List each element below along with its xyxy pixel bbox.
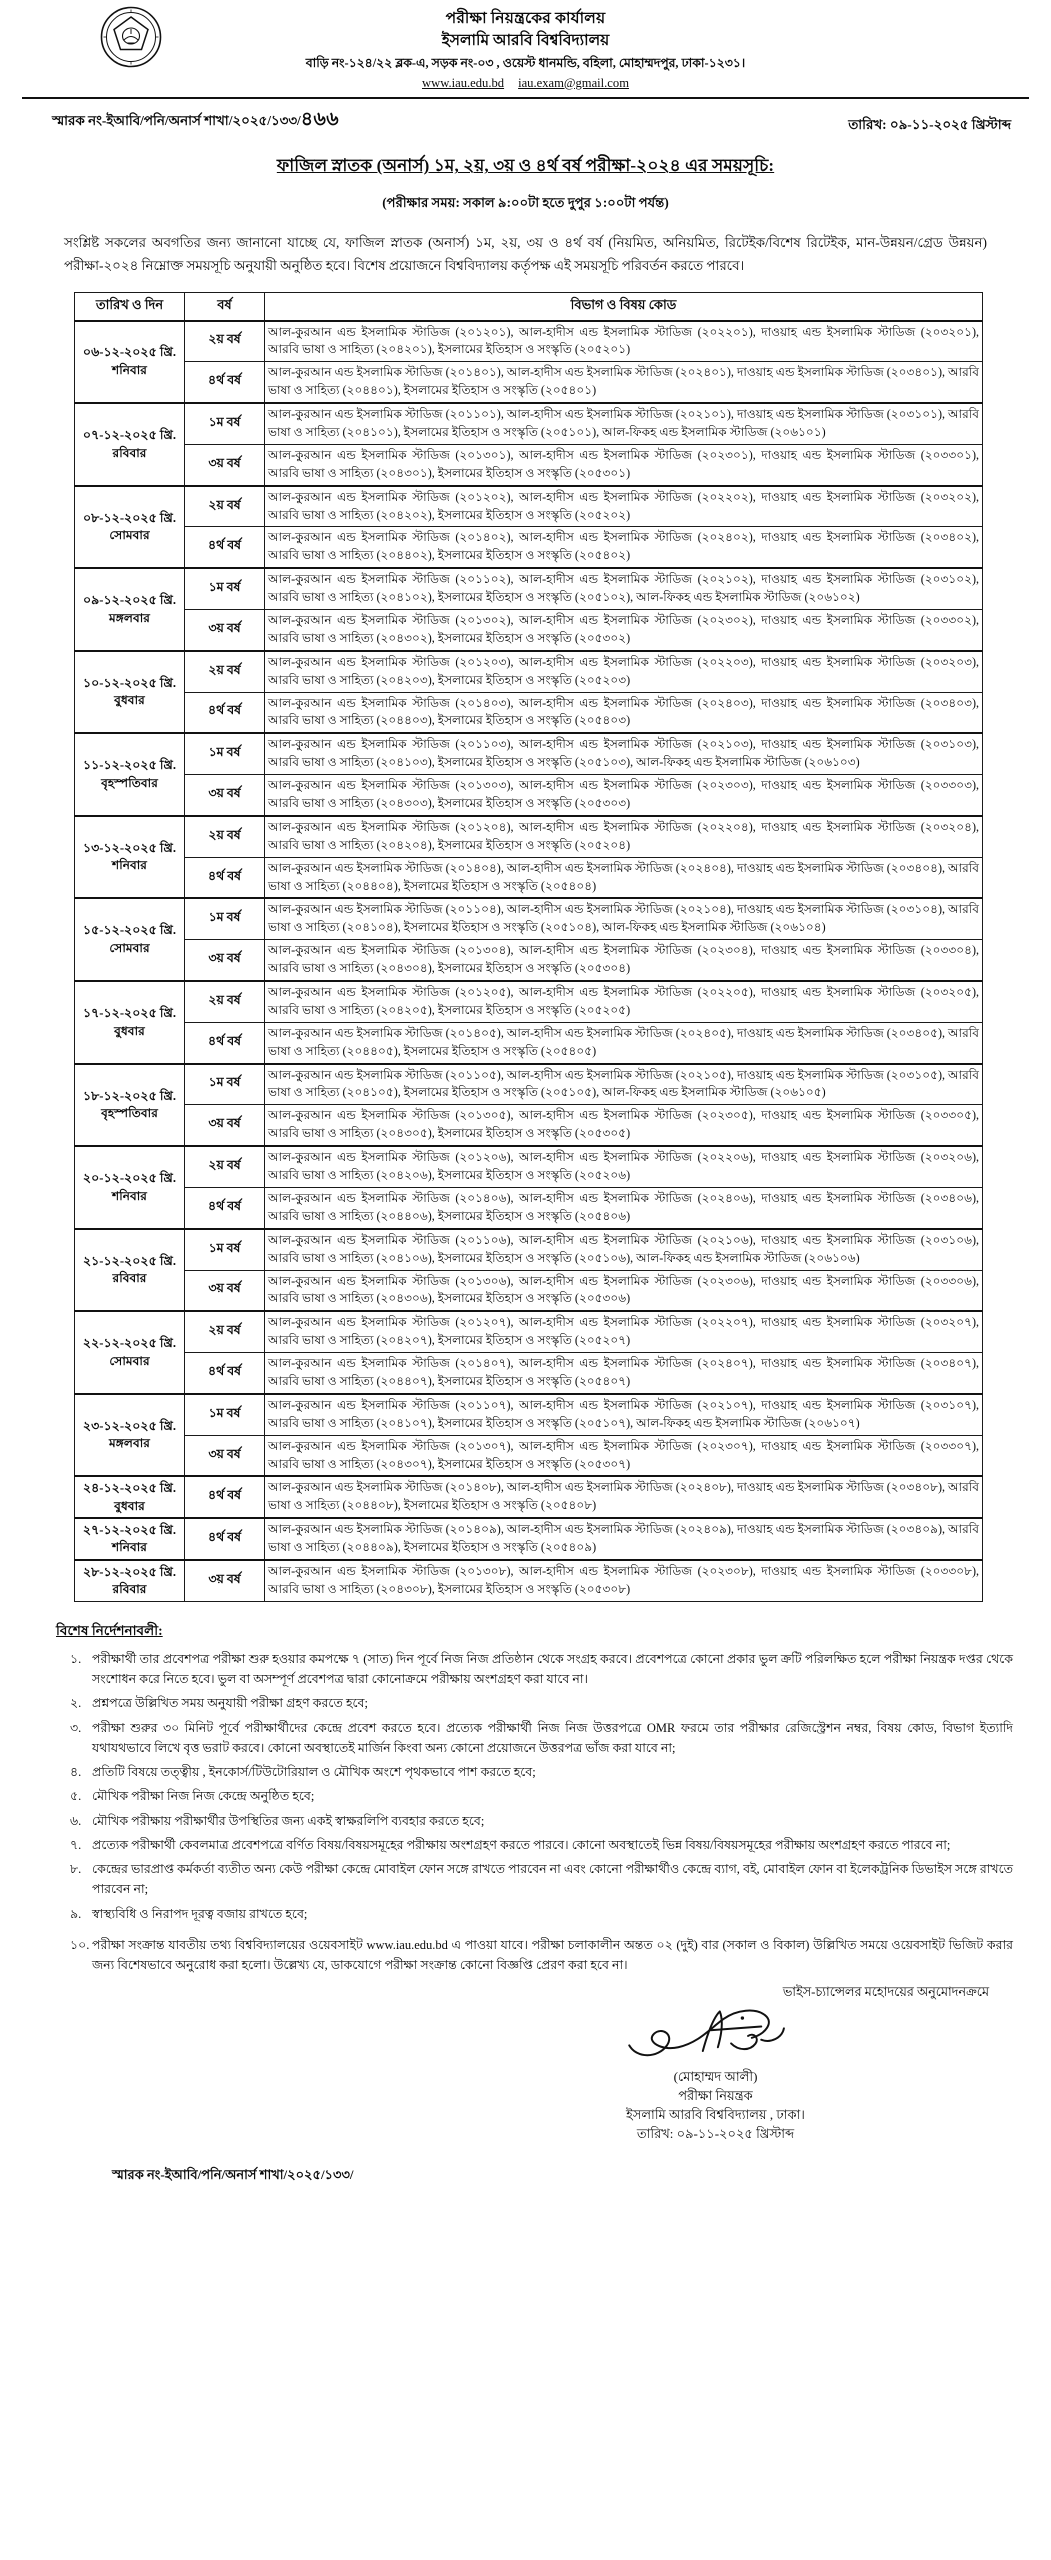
schedule-table [74, 292, 983, 1602]
instruction-item [56, 1762, 1027, 1782]
signatory-name: (মোহাম্মদ আলী) [673, 2069, 758, 2085]
instruction-number: ৯. [70, 1906, 82, 1921]
instruction-text: পরীক্ষার্থী তার প্রবেশপত্র পরীক্ষা শুরু হওয়ার কমপক্ষে ৭ (সাত) দিন পূর্বে নিজ নিজ প্রতিষ্ঠান থেকে সংগ্রহ করবে। প্রবেশপত্রে কোনো প্রকার ভুল ক্রটি পরিলক্ষিত হলে পরীক্ষা নিয়ন্ত্রক দপ্তর থেকে সংশোধন করে নিতে হবে। ভুল বা অসম্পূর্ণ প্রবেশপত্র দ্বারা কোনোক্রমে পরীক্ষায় অংশগ্রহণ করা যাবে না। [92, 1651, 1013, 1686]
exam-date-cell [75, 733, 185, 816]
exam-subjects-cell: আল-কুরআন এন্ড ইসলামিক স্টাডিজ (২০১৪০৯), আল-হাদীস এন্ড ইসলামিক স্টাডিজ (২০২৪০৯), দাওয়াহ এন্ড ইসলামিক স্টাডিজ (২০৩৪০৯), আরবি ভাষা ও সাহিত্য (২০৪৪০৯), ইসলামের ইতিহাস ও সংস্কৃতি (২০৫৪০৯) [265, 1518, 983, 1560]
exam-date: ২২-১২-২০২৫ খ্রি. [82, 1336, 177, 1351]
website-link[interactable]: www.iau.edu.bd [422, 75, 505, 90]
exam-date: ১৫-১২-২০২৫ খ্রি. [82, 923, 177, 938]
table-row [75, 1476, 983, 1518]
instruction-text: মৌখিক পরীক্ষা নিজ নিজ কেন্দ্রে অনুষ্ঠিত হবে; [92, 1789, 315, 1804]
table-row [75, 1146, 983, 1187]
exam-subjects-cell: আল-কুরআন এন্ড ইসলামিক স্টাডিজ (২০১১০১), আল-হাদীস এন্ড ইসলামিক স্টাডিজ (২০২১০১), দাওয়াহ এন্ড ইসলামিক স্টাডিজ (২০৩১০১), আরবি ভাষা ও সাহিত্য (২০৪১০১), ইসলামের ইতিহাস ও সংস্কৃতি (২০৫১০১), আল-ফিকহ এন্ড ইসলামিক স্টাডিজ (২০৬১০১) [265, 403, 983, 444]
table-row [75, 1105, 983, 1146]
instruction-number: ৫. [70, 1789, 82, 1804]
exam-year-cell: ১ম বর্ষ [185, 568, 265, 609]
exam-year-cell: ২য় বর্ষ [185, 486, 265, 527]
exam-date: ০৯-১২-২০২৫ খ্রি. [82, 593, 177, 608]
exam-year-cell: ৪র্থ বর্ষ [185, 527, 265, 568]
exam-day: শনিবার [112, 1540, 147, 1555]
memo-number-group [52, 105, 339, 137]
instruction-text: স্বাস্থ্যবিধি ও নিরাপদ দূরত্ব বজায় রাখতে হবে; [92, 1906, 308, 1921]
exam-subjects-cell: আল-কুরআন এন্ড ইসলামিক স্টাডিজ (২০১১০৫), আল-হাদীস এন্ড ইসলামিক স্টাডিজ (২০২১০৫), দাওয়াহ এন্ড ইসলামিক স্টাডিজ (২০৩১০৫), আরবি ভাষা ও সাহিত্য (২০৪১০৫), ইসলামের ইতিহাস ও সংস্কৃতি (২০৫১০৫), আল-ফিকহ এন্ড ইসলামিক স্টাডিজ (২০৬১০৫) [265, 1064, 983, 1105]
instruction-item [56, 1904, 1027, 1924]
table-row [75, 1518, 983, 1560]
exam-year-cell: ২য় বর্ষ [185, 651, 265, 692]
instruction-number: ৮. [70, 1862, 82, 1876]
instructions-list [56, 1649, 1027, 1976]
exam-year-cell: ৪র্থ বর্ষ [185, 857, 265, 898]
exam-day: মঙ্গলবার [109, 1436, 150, 1451]
instruction-text: প্রতিটি বিষয়ে তত্ত্বীয় , ইনকোর্স/টিউটোরিয়াল ও মৌখিক অংশে পৃথকভাবে পাশ করতে হবে; [92, 1765, 536, 1779]
exam-date: ০৬-১২-২০২৫ খ্রি. [82, 345, 177, 360]
instruction-number: ৭. [70, 1837, 82, 1852]
exam-subjects-cell: আল-কুরআন এন্ড ইসলামিক স্টাডিজ (২০১২০১), আল-হাদীস এন্ড ইসলামিক স্টাডিজ (২০২২০১), দাওয়াহ এন্ড ইসলামিক স্টাডিজ (২০৩২০১), আরবি ভাষা ও সাহিত্য (২০৪২০১), ইসলামের ইতিহাস ও সংস্কৃতি (২০৫২০১) [265, 321, 983, 362]
exam-date: ১৩-১২-২০২৫ খ্রি. [82, 840, 177, 855]
exam-day: মঙ্গলবার [109, 610, 150, 625]
table-row [75, 403, 983, 444]
instruction-text: পরীক্ষা সংক্রান্ত যাবতীয় তথ্য বিশ্ববিদ্যালয়ের ওয়েবসাইট www.iau.edu.bd এ পাওয়া যাবে। পরীক্ষা চলাকালীন অন্তত ০২ (দুই) বার (সকাল ও বিকাল) উল্লিখিত সময়ে ওয়েবসাইট ভিজিট করার জন্য বিশেষভাবে অনুরোধ করা হলো। উল্লেখ্য যে, ডাকযোগে পরীক্ষা সংক্রান্ত কোনো বিজ্ঞপ্তি প্রেরণ করা হবে না। [92, 1937, 1013, 1972]
exam-date-cell [75, 1476, 185, 1518]
exam-year-cell: ২য় বর্ষ [185, 321, 265, 362]
exam-subjects-cell: আল-কুরআন এন্ড ইসলামিক স্টাডিজ (২০১১০৩), আল-হাদীস এন্ড ইসলামিক স্টাডিজ (২০২১০৩), দাওয়াহ এন্ড ইসলামিক স্টাডিজ (২০৩১০৩), আরবি ভাষা ও সাহিত্য (২০৪১০৩), ইসলামের ইতিহাস ও সংস্কৃতি (২০৫১০৩), আল-ফিকহ এন্ড ইসলামিক স্টাডিজ (২০৬১০৩) [265, 733, 983, 774]
exam-day: সোমবার [109, 1353, 150, 1368]
exam-year-cell: ৪র্থ বর্ষ [185, 1518, 265, 1560]
table-row [75, 898, 983, 939]
table-row [75, 610, 983, 651]
exam-subjects-cell: আল-কুরআন এন্ড ইসলামিক স্টাডিজ (২০১৩০৩), আল-হাদীস এন্ড ইসলামিক স্টাডিজ (২০২৩০৩), দাওয়াহ এন্ড ইসলামিক স্টাডিজ (২০৩৩০৩), আরবি ভাষা ও সাহিত্য (২০৪৩০৩), ইসলামের ইতিহাস ও সংস্কৃতি (২০৫৩০৩) [265, 775, 983, 816]
exam-subjects-cell: আল-কুরআন এন্ড ইসলামিক স্টাডিজ (২০১২০৩), আল-হাদীস এন্ড ইসলামিক স্টাডিজ (২০২২০৩), দাওয়াহ এন্ড ইসলামিক স্টাডিজ (২০৩২০৩), আরবি ভাষা ও সাহিত্য (২০৪২০৩), ইসলামের ইতিহাস ও সংস্কৃতি (২০৫২০৩) [265, 651, 983, 692]
exam-year-cell: ১ম বর্ষ [185, 1064, 265, 1105]
column-header-subjects: বিভাগ ও বিষয় কোড [265, 292, 983, 321]
exam-day: শনিবার [112, 1188, 147, 1203]
exam-day: বুধবার [114, 1023, 145, 1038]
instruction-item [56, 1835, 1027, 1855]
exam-year-cell: ৩য় বর্ষ [185, 1270, 265, 1311]
exam-date-cell [75, 1394, 185, 1477]
exam-year-cell: ২য় বর্ষ [185, 1311, 265, 1352]
email-link[interactable]: iau.exam@gmail.com [518, 75, 629, 90]
exam-date-cell [75, 1518, 185, 1560]
exam-day: রবিবার [112, 1582, 147, 1597]
exam-subjects-cell: আল-কুরআন এন্ড ইসলামিক স্টাডিজ (২০১৩০১), আল-হাদীস এন্ড ইসলামিক স্টাডিজ (২০২৩০১), দাওয়াহ এন্ড ইসলামিক স্টাডিজ (২০৩৩০১), আরবি ভাষা ও সাহিত্য (২০৪৩০১), ইসলামের ইতিহাস ও সংস্কৃতি (২০৫৩০১) [265, 444, 983, 485]
exam-year-cell: ৩য় বর্ষ [185, 444, 265, 485]
exam-subjects-cell: আল-কুরআন এন্ড ইসলামিক স্টাডিজ (২০১২০৫), আল-হাদীস এন্ড ইসলামিক স্টাডিজ (২০২২০৫), দাওয়াহ এন্ড ইসলামিক স্টাডিজ (২০৩২০৫), আরবি ভাষা ও সাহিত্য (২০৪২০৫), ইসলামের ইতিহাস ও সংস্কৃতি (২০৫২০৫) [265, 981, 983, 1022]
exam-year-cell: ৪র্থ বর্ষ [185, 362, 265, 403]
exam-date-cell [75, 816, 185, 899]
exam-subjects-cell: আল-কুরআন এন্ড ইসলামিক স্টাডিজ (২০১৪০১), আল-হাদীস এন্ড ইসলামিক স্টাডিজ (২০২৪০১), দাওয়াহ এন্ড ইসলামিক স্টাডিজ (২০৩৪০১), আরবি ভাষা ও সাহিত্য (২০৪৪০১), ইসলামের ইতিহাস ও সংস্কৃতি (২০৫৪০১) [265, 362, 983, 403]
memo-date: তারিখ: ০৯-১১-২০২৫ খ্রিস্টাব্দ [848, 117, 1011, 133]
instruction-item [56, 1693, 1027, 1713]
exam-subjects-cell: আল-কুরআন এন্ড ইসলামিক স্টাডিজ (২০১৪০৪), আল-হাদীস এন্ড ইসলামিক স্টাডিজ (২০২৪০৪), দাওয়াহ এন্ড ইসলামিক স্টাডিজ (২০৩৪০৪), আরবি ভাষা ও সাহিত্য (২০৪৪০৪), ইসলামের ইতিহাস ও সংস্কৃতি (২০৫৪০৪) [265, 857, 983, 898]
signature-block [0, 2006, 1051, 2143]
exam-subjects-cell: আল-কুরআন এন্ড ইসলামিক স্টাডিজ (২০১৩০৮), আল-হাদীস এন্ড ইসলামিক স্টাডিজ (২০২৩০৮), দাওয়াহ এন্ড ইসলামিক স্টাডিজ (২০৩৩০৮), আরবি ভাষা ও সাহিত্য (২০৪৩০৮), ইসলামের ইতিহাস ও সংস্কৃতি (২০৫৩০৮) [265, 1560, 983, 1601]
instruction-number: ১০. [70, 1937, 90, 1952]
exam-year-cell: ২য় বর্ষ [185, 981, 265, 1022]
signatory-date: তারিখ: ০৯-১১-২০২৫ খ্রিস্টাব্দ [636, 2125, 795, 2141]
exam-date-cell [75, 403, 185, 486]
exam-subjects-cell: আল-কুরআন এন্ড ইসলামিক স্টাডিজ (২০১২০৭), আল-হাদীস এন্ড ইসলামিক স্টাডিজ (২০২২০৭), দাওয়াহ এন্ড ইসলামিক স্টাডিজ (২০৩২০৭), আরবি ভাষা ও সাহিত্য (২০৪২০৭), ইসলামের ইতিহাস ও সংস্কৃতি (২০৫২০৭) [265, 1311, 983, 1352]
exam-date: ০৮-১২-২০২৫ খ্রি. [82, 510, 177, 525]
exam-day: বুধবার [114, 1498, 145, 1513]
table-row [75, 692, 983, 733]
exam-subjects-cell: আল-কুরআন এন্ড ইসলামিক স্টাডিজ (২০১৩০৪), আল-হাদীস এন্ড ইসলামিক স্টাডিজ (২০২৩০৪), দাওয়াহ এন্ড ইসলামিক স্টাডিজ (২০৩৩০৪), আরবি ভাষা ও সাহিত্য (২০৪৩০৪), ইসলামের ইতিহাস ও সংস্কৃতি (২০৫৩০৪) [265, 940, 983, 981]
table-header-row [75, 292, 983, 321]
university-address: বাড়ি নং-১২৪/২২ ব্লক-এ, সড়ক নং-০৩ , ওয়েস্ট ধানমন্ডি, বহিলা, মোহাম্মদপুর, ঢাকা-১২৩১। [305, 55, 746, 70]
exam-year-cell: ৪র্থ বর্ষ [185, 1353, 265, 1394]
exam-year-cell: ৩য় বর্ষ [185, 610, 265, 651]
memo-label: স্মারক নং-ইআবি/পনি/অনার্স শাখা/২০২৫/১৩৩/ [52, 113, 301, 129]
exam-date: ২৪-১২-২০২৫ খ্রি. [82, 1480, 177, 1495]
table-row [75, 816, 983, 857]
schedule-table-wrapper [74, 292, 983, 1602]
table-row [75, 981, 983, 1022]
exam-year-cell: ১ম বর্ষ [185, 898, 265, 939]
exam-subjects-cell: আল-কুরআন এন্ড ইসলামিক স্টাডিজ (২০১৩০২), আল-হাদীস এন্ড ইসলামিক স্টাডিজ (২০২৩০২), দাওয়াহ এন্ড ইসলামিক স্টাডিজ (২০৩৩০২), আরবি ভাষা ও সাহিত্য (২০৪৩০২), ইসলামের ইতিহাস ও সংস্কৃতি (২০৫৩০২) [265, 610, 983, 651]
exam-year-cell: ৩য় বর্ষ [185, 1435, 265, 1476]
exam-day: বৃহস্পতিবার [101, 1106, 158, 1121]
instruction-item [56, 1718, 1027, 1759]
exam-year-cell: ৪র্থ বর্ষ [185, 1476, 265, 1518]
exam-subjects-cell: আল-কুরআন এন্ড ইসলামিক স্টাডিজ (২০১৪০৩), আল-হাদীস এন্ড ইসলামিক স্টাডিজ (২০২৪০৩), দাওয়াহ এন্ড ইসলামিক স্টাডিজ (২০৩৪০৩), আরবি ভাষা ও সাহিত্য (২০৪৪০৩), ইসলামের ইতিহাস ও সংস্কৃতি (২০৫৪০৩) [265, 692, 983, 733]
exam-day: বুধবার [114, 693, 145, 708]
exam-subjects-cell: আল-কুরআন এন্ড ইসলামিক স্টাডিজ (২০১২০৬), আল-হাদীস এন্ড ইসলামিক স্টাডিজ (২০২২০৬), দাওয়াহ এন্ড ইসলামিক স্টাডিজ (২০৩২০৬), আরবি ভাষা ও সাহিত্য (২০৪২০৬), ইসলামের ইতিহাস ও সংস্কৃতি (২০৫২০৬) [265, 1146, 983, 1187]
table-row [75, 321, 983, 362]
instruction-item [56, 1649, 1027, 1690]
exam-subjects-cell: আল-কুরআন এন্ড ইসলামিক স্টাডিজ (২০১৪০২), আল-হাদীস এন্ড ইসলামিক স্টাডিজ (২০২৪০২), দাওয়াহ এন্ড ইসলামিক স্টাডিজ (২০৩৪০২), আরবি ভাষা ও সাহিত্য (২০৪৪০২), ইসলামের ইতিহাস ও সংস্কৃতি (২০৫৪০২) [265, 527, 983, 568]
exam-subjects-cell: আল-কুরআন এন্ড ইসলামিক স্টাডিজ (২০১১০৪), আল-হাদীস এন্ড ইসলামিক স্টাডিজ (২০২১০৪), দাওয়াহ এন্ড ইসলামিক স্টাডিজ (২০৩১০৪), আরবি ভাষা ও সাহিত্য (২০৪১০৪), ইসলামের ইতিহাস ও সংস্কৃতি (২০৫১০৪), আল-ফিকহ এন্ড ইসলামিক স্টাডিজ (২০৬১০৪) [265, 898, 983, 939]
university-logo-icon [100, 6, 162, 68]
signatory-role: পরীক্ষা নিয়ন্ত্রক [678, 2088, 753, 2104]
exam-year-cell: ২য় বর্ষ [185, 1146, 265, 1187]
university-name: ইসলামি আরবি বিশ্ববিদ্যালয় [441, 32, 610, 50]
exam-year-cell: ১ম বর্ষ [185, 1394, 265, 1435]
exam-subjects-cell: আল-কুরআন এন্ড ইসলামিক স্টাডিজ (২০১৪০৫), আল-হাদীস এন্ড ইসলামিক স্টাডিজ (২০২৪০৫), দাওয়াহ এন্ড ইসলামিক স্টাডিজ (২০৩৪০৫), আরবি ভাষা ও সাহিত্য (২০৪৪০৫), ইসলামের ইতিহাস ও সংস্কৃতি (২০৫৪০৫) [265, 1022, 983, 1063]
exam-subjects-cell: আল-কুরআন এন্ড ইসলামিক স্টাডিজ (২০১১০৬), আল-হাদীস এন্ড ইসলামিক স্টাডিজ (২০২১০৬), দাওয়াহ এন্ড ইসলামিক স্টাডিজ (২০৩১০৬), আরবি ভাষা ও সাহিত্য (২০৪১০৬), ইসলামের ইতিহাস ও সংস্কৃতি (২০৫১০৬), আল-ফিকহ এন্ড ইসলামিক স্টাডিজ (২০৬১০৬) [265, 1229, 983, 1270]
instruction-text: প্রত্যেক পরীক্ষার্থী কেবলমাত্র প্রবেশপত্রে বর্ণিত বিষয়/বিষয়সমূহের পরীক্ষায় অংশগ্রহণ করতে পারবে। কোনো অবস্থাতেই ভিন্ন বিষয়/বিষয়সমূহের পরীক্ষায় অংশগ্রহণ করতে পারবে না; [92, 1837, 951, 1852]
office-name: পরীক্ষা নিয়ন্ত্রকের কার্যালয় [445, 10, 606, 27]
signatory-org: ইসলামি আরবি বিশ্ববিদ্যালয় , ঢাকা। [626, 2106, 805, 2122]
table-row [75, 1022, 983, 1063]
exam-date-cell [75, 1311, 185, 1394]
exam-year-cell: ৩য় বর্ষ [185, 940, 265, 981]
table-row [75, 1270, 983, 1311]
exam-subjects-cell: আল-কুরআন এন্ড ইসলামিক স্টাডিজ (২০১১০৭), আল-হাদীস এন্ড ইসলামিক স্টাডিজ (২০২১০৭), দাওয়াহ এন্ড ইসলামিক স্টাডিজ (২০৩১০৭), আরবি ভাষা ও সাহিত্য (২০৪১০৭), ইসলামের ইতিহাস ও সংস্কৃতি (২০৫১০৭), আল-ফিকহ এন্ড ইসলামিক স্টাডিজ (২০৬১০৭) [265, 1394, 983, 1435]
instruction-item [56, 1859, 1027, 1900]
exam-date-cell [75, 1064, 185, 1147]
exam-time-subtitle: (পরীক্ষার সময়: সকাল ৯:০০টা হতে দুপুর ১:০০টা পর্যন্ত) [382, 195, 669, 211]
exam-date: ১১-১২-২০২৫ খ্রি. [82, 758, 177, 773]
table-row [75, 940, 983, 981]
footer-memo: স্মারক নং-ইআবি/পনি/অনার্স শাখা/২০২৫/১৩৩/ [112, 2166, 354, 2182]
table-row [75, 362, 983, 403]
signature-image [380, 2006, 1051, 2068]
exam-year-cell: ১ম বর্ষ [185, 1229, 265, 1270]
instruction-text: মৌখিক পরীক্ষায় পরীক্ষার্থীর উপস্থিতির জন্য একই স্বাক্ষরলিপি ব্যবহার করতে হবে; [92, 1813, 485, 1828]
exam-date: ২৮-১২-২০২৫ খ্রি. [82, 1564, 177, 1579]
exam-day: রবিবার [112, 1271, 147, 1286]
exam-date-cell [75, 486, 185, 569]
instruction-text: প্রশ্নপত্রে উল্লিখিত সময় অনুযায়ী পরীক্ষা গ্রহণ করতে হবে; [92, 1696, 368, 1711]
instructions-section [56, 1620, 1027, 1976]
exam-subjects-cell: আল-কুরআন এন্ড ইসলামিক স্টাডিজ (২০১২০২), আল-হাদীস এন্ড ইসলামিক স্টাডিজ (২০২২০২), দাওয়াহ এন্ড ইসলামিক স্টাডিজ (২০৩২০২), আরবি ভাষা ও সাহিত্য (২০৪২০২), ইসলামের ইতিহাস ও সংস্কৃতি (২০৫২০২) [265, 486, 983, 527]
exam-date: ১০-১২-২০২৫ খ্রি. [82, 675, 177, 690]
instruction-number: ১. [70, 1651, 82, 1666]
table-row [75, 527, 983, 568]
instruction-text: পরীক্ষা শুরুর ৩০ মিনিট পূর্বে পরীক্ষার্থীদের কেন্দ্রে প্রবেশ করতে হবে। প্রত্যেক পরীক্ষার্থী নিজ নিজ উত্তরপত্রে OMR ফরমে তার পরীক্ষার রেজিস্ট্রেশন নম্বর, বিষয় কোড, বিভাগ ইত্যাদি যথাযথভাবে লিখে বৃত্ত ভরাট করবে। কোনো অবস্থাতেই মার্জিন কিংবা অন্য কোনো প্রয়োজনে উত্তরপত্র ভাঁজ করা যাবে না; [92, 1720, 1013, 1755]
exam-year-cell: ৩য় বর্ষ [185, 775, 265, 816]
memo-row [0, 99, 1051, 137]
letterhead [0, 0, 1051, 94]
exam-year-cell: ৪র্থ বর্ষ [185, 1187, 265, 1228]
instruction-item [56, 1811, 1027, 1831]
table-row [75, 1560, 983, 1601]
exam-year-cell: ৩য় বর্ষ [185, 1105, 265, 1146]
exam-year-cell: ৪র্থ বর্ষ [185, 1022, 265, 1063]
table-row [75, 1064, 983, 1105]
exam-date: ২৩-১২-২০২৫ খ্রি. [82, 1418, 177, 1433]
table-row [75, 775, 983, 816]
exam-year-cell: ৩য় বর্ষ [185, 1560, 265, 1601]
table-row [75, 486, 983, 527]
exam-year-cell: ৪র্থ বর্ষ [185, 692, 265, 733]
exam-subjects-cell: আল-কুরআন এন্ড ইসলামিক স্টাডিজ (২০১৪০৬), আল-হাদীস এন্ড ইসলামিক স্টাডিজ (২০২৪০৬), দাওয়াহ এন্ড ইসলামিক স্টাডিজ (২০৩৪০৬), আরবি ভাষা ও সাহিত্য (২০৪৪০৬), ইসলামের ইতিহাস ও সংস্কৃতি (২০৫৪০৬) [265, 1187, 983, 1228]
intro-paragraph: সংশ্লিষ্ট সকলের অবগতির জন্য জানানো যাচ্ছে যে, ফাজিল স্নাতক (অনার্স) ১ম, ২য়, ৩য় ও ৪র্থ বর্ষ (নিয়মিত, অনিয়মিত, রিটেইক/বিশেষ রিটেইক, মান-উন্নয়ন/গ্রেড উন্নয়ন) পরীক্ষা-২০২৪ নিম্নোক্ত সময়সূচি অনুযায়ী অনুষ্ঠিত হবে। বিশেষ প্রয়োজনে বিশ্ববিদ্যালয় কর্তৃপক্ষ এই সময়সূচি পরিবর্তন করতে পারবে। [64, 235, 987, 274]
exam-date-cell [75, 568, 185, 651]
exam-date: ১৭-১২-২০২৫ খ্রি. [82, 1005, 177, 1020]
exam-date: ২১-১২-২০২৫ খ্রি. [82, 1253, 177, 1268]
page-title: ফাজিল স্নাতক (অনার্স) ১ম, ২য়, ৩য় ও ৪র্থ বর্ষ পরীক্ষা-২০২৪ এর সময়সূচি: [276, 156, 775, 176]
instruction-number: ৬. [70, 1813, 82, 1828]
table-row [75, 1187, 983, 1228]
exam-year-cell: ২য় বর্ষ [185, 816, 265, 857]
exam-subjects-cell: আল-কুরআন এন্ড ইসলামিক স্টাডিজ (২০১৩০৫), আল-হাদীস এন্ড ইসলামিক স্টাডিজ (২০২৩০৫), দাওয়াহ এন্ড ইসলামিক স্টাডিজ (২০৩৩০৫), আরবি ভাষা ও সাহিত্য (২০৪৩০৫), ইসলামের ইতিহাস ও সংস্কৃতি (২০৫৩০৫) [265, 1105, 983, 1146]
table-row [75, 1435, 983, 1476]
exam-day: বৃহস্পতিবার [101, 775, 158, 790]
contact-line [0, 74, 1051, 93]
approval-note: ভাইস-চ্যান্সেলর মহোদয়ের অনুমোদনক্রমে [782, 1985, 989, 2000]
exam-subjects-cell: আল-কুরআন এন্ড ইসলামিক স্টাডিজ (২০১৩০৬), আল-হাদীস এন্ড ইসলামিক স্টাডিজ (২০২৩০৬), দাওয়াহ এন্ড ইসলামিক স্টাডিজ (২০৩৩০৬), আরবি ভাষা ও সাহিত্য (২০৪৩০৬), ইসলামের ইতিহাস ও সংস্কৃতি (২০৫৩০৬) [265, 1270, 983, 1311]
exam-subjects-cell: আল-কুরআন এন্ড ইসলামিক স্টাডিজ (২০১১০২), আল-হাদীস এন্ড ইসলামিক স্টাডিজ (২০২১০২), দাওয়াহ এন্ড ইসলামিক স্টাডিজ (২০৩১০২), আরবি ভাষা ও সাহিত্য (২০৪১০২), ইসলামের ইতিহাস ও সংস্কৃতি (২০৫১০২), আল-ফিকহ এন্ড ইসলামিক স্টাডিজ (২০৬১০২) [265, 568, 983, 609]
exam-date: ১৮-১২-২০২৫ খ্রি. [82, 1088, 177, 1103]
table-row [75, 568, 983, 609]
instruction-text: কেন্দ্রের ভারপ্রাপ্ত কর্মকর্তা ব্যতীত অন্য কেউ পরীক্ষা কেন্দ্রে মোবাইল ফোন সঙ্গে রাখতে পারবেন না এবং কোনো পরীক্ষার্থীও কেন্দ্রে ব্যাগ, বই, মোবাইল ফোন বা ইলেকট্রনিক ডিভাইস সঙ্গে রাখতে পারবেন না; [92, 1862, 1013, 1897]
schedule-table-body [75, 321, 983, 1602]
table-row [75, 1353, 983, 1394]
exam-day: রবিবার [112, 445, 147, 460]
exam-subjects-cell: আল-কুরআন এন্ড ইসলামিক স্টাডিজ (২০১৪০৭), আল-হাদীস এন্ড ইসলামিক স্টাডিজ (২০২৪০৭), দাওয়াহ এন্ড ইসলামিক স্টাডিজ (২০৩৪০৭), আরবি ভাষা ও সাহিত্য (২০৪৪০৭), ইসলামের ইতিহাস ও সংস্কৃতি (২০৫৪০৭) [265, 1353, 983, 1394]
instruction-number: ৩. [70, 1720, 82, 1735]
column-header-year: বর্ষ [185, 292, 265, 321]
exam-date: ০৭-১২-২০২৫ খ্রি. [82, 428, 177, 443]
exam-day: শনিবার [112, 858, 147, 873]
exam-subjects-cell: আল-কুরআন এন্ড ইসলামিক স্টাডিজ (২০১২০৪), আল-হাদীস এন্ড ইসলামিক স্টাডিজ (২০২২০৪), দাওয়াহ এন্ড ইসলামিক স্টাডিজ (২০৩২০৪), আরবি ভাষা ও সাহিত্য (২০৪২০৪), ইসলামের ইতিহাস ও সংস্কৃতি (২০৫২০৪) [265, 816, 983, 857]
exam-date-cell [75, 1229, 185, 1312]
exam-date: ২৭-১২-২০২৫ খ্রি. [82, 1522, 177, 1537]
exam-subjects-cell: আল-কুরআন এন্ড ইসলামিক স্টাডিজ (২০১৩০৭), আল-হাদীস এন্ড ইসলামিক স্টাডিজ (২০২৩০৭), দাওয়াহ এন্ড ইসলামিক স্টাডিজ (২০৩৩০৭), আরবি ভাষা ও সাহিত্য (২০৪৩০৭), ইসলামের ইতিহাস ও সংস্কৃতি (২০৫৩০৭) [265, 1435, 983, 1476]
table-row [75, 1311, 983, 1352]
exam-date-cell [75, 321, 185, 404]
instructions-heading: বিশেষ নির্দেশনাবলী: [56, 1622, 163, 1638]
instruction-item [56, 1786, 1027, 1806]
exam-year-cell: ১ম বর্ষ [185, 733, 265, 774]
exam-date-cell [75, 651, 185, 734]
table-row [75, 444, 983, 485]
exam-date-cell [75, 981, 185, 1064]
exam-day: সোমবার [109, 941, 150, 956]
table-row [75, 733, 983, 774]
exam-subjects-cell: আল-কুরআন এন্ড ইসলামিক স্টাডিজ (২০১৪০৮), আল-হাদীস এন্ড ইসলামিক স্টাডিজ (২০২৪০৮), দাওয়াহ এন্ড ইসলামিক স্টাডিজ (২০৩৪০৮), আরবি ভাষা ও সাহিত্য (২০৪৪০৮), ইসলামের ইতিহাস ও সংস্কৃতি (২০৫৪০৮) [265, 1476, 983, 1518]
table-row [75, 1394, 983, 1435]
instruction-item [56, 1935, 1027, 1976]
exam-date-cell [75, 898, 185, 981]
column-header-date: তারিখ ও দিন [75, 292, 185, 321]
table-row [75, 857, 983, 898]
exam-day: শনিবার [112, 363, 147, 378]
exam-date: ২০-১২-২০২৫ খ্রি. [82, 1171, 177, 1186]
table-row [75, 1229, 983, 1270]
instruction-number: ২. [70, 1696, 82, 1711]
exam-day: সোমবার [109, 528, 150, 543]
exam-date-cell [75, 1560, 185, 1601]
instruction-number: ৪. [70, 1765, 82, 1779]
table-row [75, 651, 983, 692]
exam-date-cell [75, 1146, 185, 1229]
memo-number: ৪৬৬ [300, 109, 340, 131]
exam-year-cell: ১ম বর্ষ [185, 403, 265, 444]
